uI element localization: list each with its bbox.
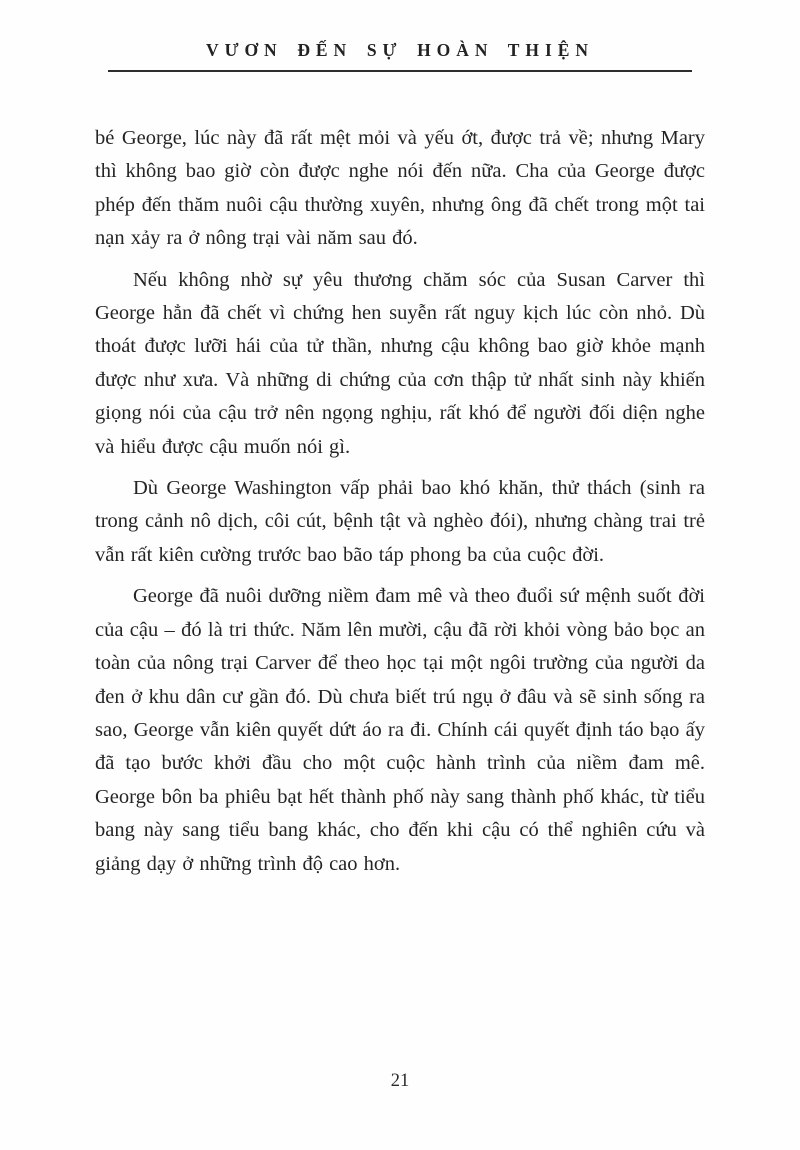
paragraph: Nếu không nhờ sự yêu thương chăm sóc của Susan Carver thì George hẳn đã chết vì chứng hen suyễn rất nguy kịch lúc còn nhỏ. Dù thoát được lưỡi hái của tử thần, nhưng cậu không bao giờ khỏe mạnh được như xưa. Và những di chứng của cơn thập tử nhất sinh này khiến giọng nói của cậu trở nên ngọng nghịu, rất khó để người đối diện nghe và hiểu được cậu muốn nói gì. (95, 268, 705, 458)
page-number: 21 (390, 1071, 410, 1091)
paragraph: bé George, lúc này đã rất mệt mỏi và yếu ớt, được trả về; nhưng Mary thì không bao giờ còn được nghe nói đến nữa. Cha của George được phép đến thăm nuôi cậu thường xuyên, nhưng ông đã chết trong một tai nạn xảy ra ở nông trại vài năm sau đó. (95, 127, 705, 250)
body-text (95, 122, 705, 889)
paragraph: Dù George Washington vấp phải bao khó khăn, thử thách (sinh ra trong cảnh nô dịch, côi cút, bệnh tật và nghèo đói), nhưng chàng trai trẻ vẫn rất kiên cường trước bao bão táp phong ba của cuộc đời. (95, 477, 705, 566)
header-rule (108, 70, 692, 72)
page-title: VƯƠN ĐẾN SỰ HOÀN THIỆN (206, 40, 594, 60)
paragraph: George đã nuôi dưỡng niềm đam mê và theo đuổi sứ mệnh suốt đời của cậu – đó là tri thức. Năm lên mười, cậu đã rời khỏi vòng bảo bọc an toàn của nông trại Carver để theo học tại một ngôi trường của người da đen ở khu dân cư gần đó. Dù chưa biết trú ngụ ở đâu và sẽ sinh sống ra sao, George vẫn kiên quyết dứt áo ra đi. Chính cái quyết định táo bạo ấy đã tạo bước khởi đầu cho một cuộc hành trình của niềm đam mê. George bôn ba phiêu bạt hết thành phố này sang thành phố khác, từ tiểu bang này sang tiểu bang khác, cho đến khi cậu có thể nghiên cứu và giảng dạy ở những trình độ cao hơn. (95, 585, 705, 875)
running-header (0, 40, 800, 72)
